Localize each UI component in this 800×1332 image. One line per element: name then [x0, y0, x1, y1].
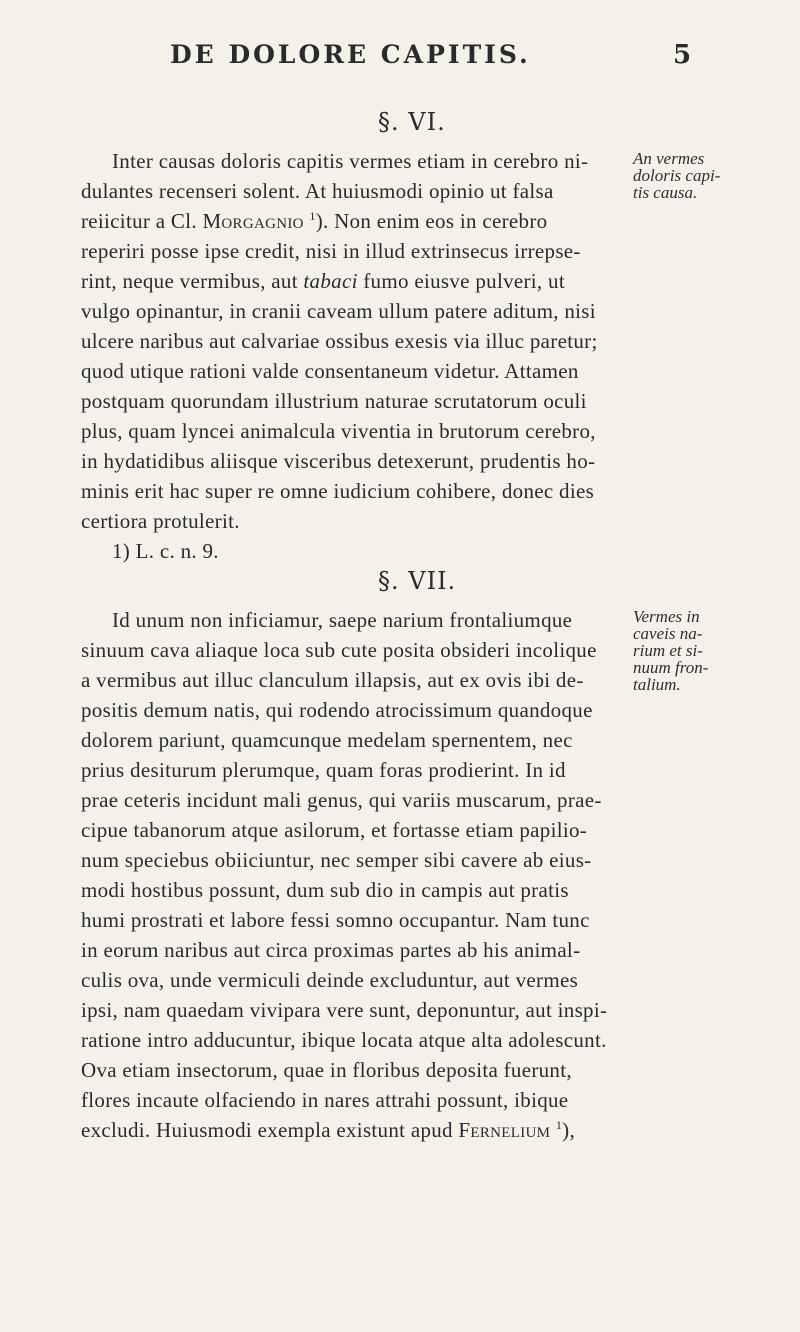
margin-note-line: caveis na-	[633, 624, 703, 643]
text-line: ratione intro adducuntur, ibique locata atque alta adolescunt.	[81, 1028, 607, 1052]
text-line: cipue tabanorum atque asilorum, et fortasse etiam papilio-	[81, 818, 588, 842]
author-name: Morgagnio	[202, 209, 304, 233]
margin-note-line: doloris capi-	[633, 166, 721, 185]
text-line: dulantes recenseri solent. At huiusmodi opinio ut falsa	[81, 179, 554, 203]
text-line	[81, 266, 626, 296]
margin-note-7	[633, 608, 798, 693]
text-line: Ova etiam insectorum, quae in floribus deposita fuerunt,	[81, 1058, 572, 1082]
text-line: culis ova, unde vermiculi deinde excluduntur, aut vermes	[81, 968, 579, 992]
page-header	[0, 40, 800, 80]
text-line: prae ceteris incidunt mali genus, qui variis muscarum, prae-	[81, 788, 602, 812]
section-heading-6: §. VI.	[378, 108, 446, 136]
text-line: prius desiturum plerumque, quam foras prodierint. In id	[81, 758, 566, 782]
text-line: reperiri posse ipse credit, nisi in illud extrinsecus irrepse-	[81, 239, 581, 263]
margin-note-line: Vermes in	[633, 607, 700, 626]
italic-word: tabaci	[303, 269, 358, 293]
margin-note-line: An vermes	[633, 149, 705, 168]
text-span: ). Non enim eos in cerebro	[315, 209, 548, 233]
text-line: dolorem pariunt, quamcunque medelam spernentem, nec	[81, 728, 573, 752]
text-line: flores incaute olfaciendo in nares attrahi possunt, ibique	[81, 1088, 569, 1112]
margin-note-line: rium et si-	[633, 641, 703, 660]
text-line: in hydatidibus aliisque visceribus detexerunt, prudentis ho-	[81, 449, 596, 473]
page-number: 5	[673, 40, 692, 70]
author-name: Fernelium	[458, 1118, 551, 1142]
margin-note-line: tis causa.	[633, 183, 698, 202]
text-line	[81, 206, 626, 236]
text-line: ulcere naribus aut calvariae ossibus exesis via illuc paretur;	[81, 329, 598, 353]
text-line: quod utique rationi valde consentaneum videtur. Attamen	[81, 359, 579, 383]
text-line: ipsi, nam quaedam vivipara vere sunt, deponuntur, aut inspi-	[81, 998, 608, 1022]
footnote-marker: 1	[555, 1118, 563, 1132]
text-span: ),	[562, 1118, 575, 1142]
text-span: excludi. Huiusmodi exempla existunt apud	[81, 1118, 459, 1142]
text-line: in eorum naribus aut circa proximas partes ab his animal-	[81, 938, 581, 962]
text-line: plus, quam lyncei animalcula viventia in brutorum cerebro,	[81, 419, 596, 443]
text-line	[81, 1115, 626, 1145]
margin-note-line: talium.	[633, 675, 681, 694]
text-line: minis erit hac super re omne iudicium cohibere, donec dies	[81, 479, 595, 503]
text-line: Id unum non inficiamur, saepe narium frontaliumque	[112, 608, 573, 632]
text-line: postquam quorundam illustrium naturae scrutatorum oculi	[81, 389, 587, 413]
section-heading-7: §. VII.	[378, 567, 457, 595]
text-line: positis demum natis, qui rodendo atrocissimum quandoque	[81, 698, 593, 722]
text-span: fumo eiusve pulveri, ut	[357, 269, 565, 293]
text-line: certiora protulerit.	[81, 509, 240, 533]
text-line: a vermibus aut illuc clanculum illapsis, aut ex ovis ibi de-	[81, 668, 584, 692]
margin-note-6	[633, 150, 798, 201]
text-line: Inter causas doloris capitis vermes etiam in cerebro ni-	[112, 149, 589, 173]
running-title: DE DOLORE CAPITIS.	[170, 40, 531, 69]
text-line: humi prostrati et labore fessi somno occupantur. Nam tunc	[81, 908, 590, 932]
text-span: reiicitur a Cl.	[81, 209, 203, 233]
footnote: 1) L. c. n. 9.	[112, 539, 219, 563]
text-line: modi hostibus possunt, dum sub dio in campis aut pratis	[81, 878, 569, 902]
text-line: num speciebus obiiciuntur, nec semper sibi cavere ab eius-	[81, 848, 592, 872]
text-line: vulgo opinantur, in cranii caveam ullum patere aditum, nisi	[81, 299, 596, 323]
text-line: sinuum cava aliaque loca sub cute posita obsideri incolique	[81, 638, 597, 662]
margin-note-line: nuum fron-	[633, 658, 709, 677]
text-span: rint, neque vermibus, aut	[81, 269, 304, 293]
footnote-marker: 1	[309, 209, 316, 223]
